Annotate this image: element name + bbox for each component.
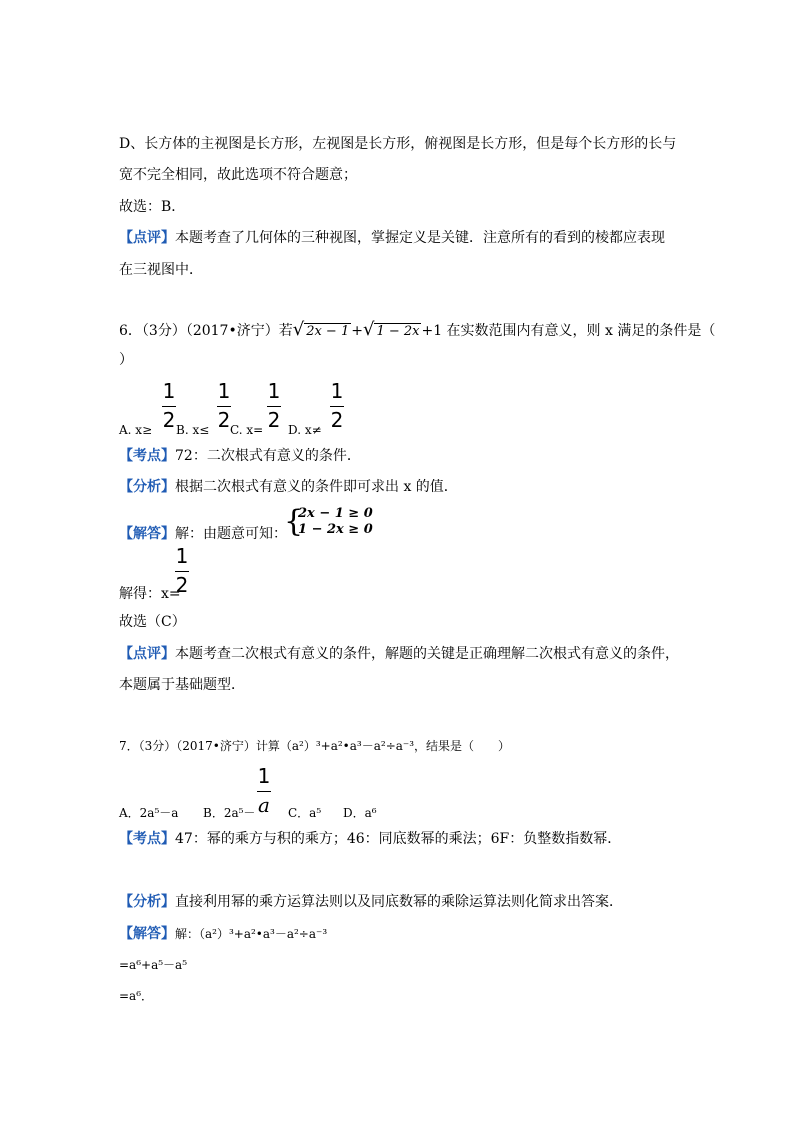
q6-stem <box>119 320 715 342</box>
q6-comment <box>119 644 679 664</box>
fenxi-tag: 【分析】 <box>119 894 175 910</box>
q6-radical-2: √ 1 − 2x <box>362 319 420 340</box>
q5-option-d-line2: 宽不完全相同，故此选项不符合题意； <box>119 167 357 183</box>
q5-answer: 故选：B． <box>119 199 186 215</box>
q7-jieda <box>119 924 327 944</box>
kaodian-tag: 【考点】 <box>119 831 175 847</box>
q6-option-d-fraction: 1 2 <box>330 379 344 432</box>
q7-option-b-fraction: 1 a <box>257 764 271 817</box>
comment-tag: 【点评】 <box>119 646 175 662</box>
q7-option-b: B．2a⁵－ <box>203 806 256 820</box>
q6-fenxi-text: 根据二次根式有意义的条件即可求出 x 的值． <box>175 479 458 495</box>
q6-inequality-system: { 2x − 1 ≥ 0 1 − 2x ≥ 0 <box>284 504 373 539</box>
q6-stem-line2: ） <box>119 352 133 368</box>
q6-plus: + <box>351 323 363 339</box>
q6-jieda <box>119 524 287 544</box>
jieda-tag: 【解答】 <box>119 526 175 542</box>
fenxi-tag: 【分析】 <box>119 479 175 495</box>
q6-option-d: D. x≠ <box>288 423 322 437</box>
q6-comment-text: 本题考查二次根式有意义的条件，解题的关键是正确理解二次根式有意义的条件， <box>175 646 679 662</box>
q7-step-2: =a⁶． <box>119 989 154 1003</box>
q6-kaodian <box>119 446 361 466</box>
q6-option-c-fraction: 1 2 <box>267 379 281 432</box>
q6-option-c: C. x= <box>230 423 264 437</box>
q7-fenxi <box>119 892 623 912</box>
q6-solve: 解得：x= <box>119 586 181 602</box>
q7-kaodian <box>119 829 621 849</box>
q6-system-line1: 2x − 1 ≥ 0 <box>298 506 373 521</box>
q6-fenxi <box>119 477 458 497</box>
q7-fenxi-text: 直接利用幂的乘方运算法则以及同底数幂的乘除运算法则化简求出答案． <box>175 894 623 910</box>
q5-comment <box>119 228 665 248</box>
q7-kaodian-text: 47：幂的乘方与积的乘方；46：同底数幂的乘法；6F：负整数指数幂． <box>175 831 622 847</box>
q6-option-a-fraction: 1 2 <box>162 379 176 432</box>
q5-comment-line2: 在三视图中． <box>119 262 203 278</box>
q6-option-b-fraction: 1 2 <box>217 379 231 432</box>
q6-stem-suffix: +1 在实数范围内有意义，则 x 满足的条件是（ <box>421 323 716 339</box>
q6-option-b: B. x≤ <box>176 423 210 437</box>
q6-jieda-text: 解：由题意可知： <box>175 526 287 542</box>
q5-option-d-line1: D、长方体的主视图是长方形，左视图是长方形，俯视图是长方形，但是每个长方形的长与 <box>119 136 677 152</box>
q6-kaodian-text: 72：二次根式有意义的条件． <box>175 448 361 464</box>
q6-solve-fraction: 1 2 <box>175 544 189 597</box>
q7-step-1: =a⁶+a⁵－a⁵ <box>119 958 188 972</box>
q7-jieda-text: 解：（a²）³+a²•a³－a²÷a⁻³ <box>175 927 328 941</box>
q7-option-c: C．a⁵ <box>288 806 322 820</box>
q7-option-d: D．a⁶ <box>343 806 377 820</box>
kaodian-tag: 【考点】 <box>119 448 175 464</box>
q6-system-line2: 1 − 2x ≥ 0 <box>298 522 373 537</box>
q6-option-a: A. x≥ <box>119 423 153 437</box>
q6-comment-line2: 本题属于基础题型． <box>119 677 245 693</box>
jieda-tag: 【解答】 <box>119 926 175 942</box>
comment-tag: 【点评】 <box>119 230 175 246</box>
q7-option-a: A．2a⁵－a <box>119 806 179 820</box>
q6-answer: 故选（C） <box>119 614 186 630</box>
q7-stem: 7．（3分）（2017•济宁）计算（a²）³+a²•a³－a²÷a⁻³，结果是（ ） <box>119 739 511 753</box>
q6-radical-1: √ 2x − 1 <box>292 319 350 340</box>
q6-stem-prefix: 6．（3分）（2017•济宁）若 <box>119 323 293 339</box>
q5-comment-text: 本题考查了几何体的三种视图，掌握定义是关键．注意所有的看到的棱都应表现 <box>175 230 665 246</box>
